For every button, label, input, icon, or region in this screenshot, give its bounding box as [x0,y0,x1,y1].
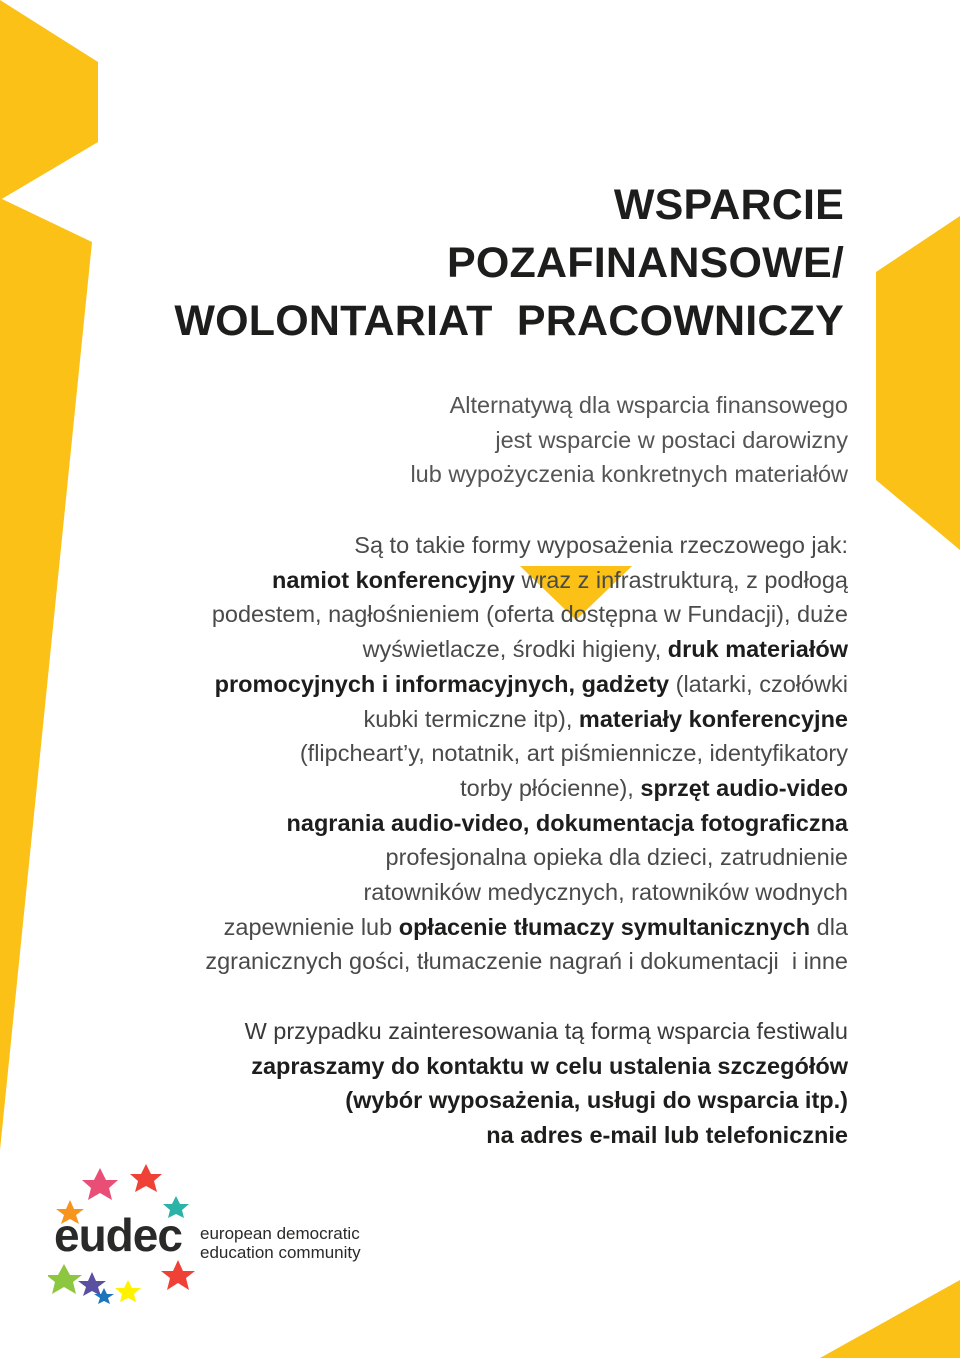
forms-text: torby płócienne), [460,774,641,801]
contact-line-2 [68,1049,848,1084]
contact-paragraph [68,1014,848,1153]
forms-line-7 [68,736,848,771]
forms-line-11 [68,875,848,910]
bottom-right-yellow-shape [820,1280,960,1358]
forms-line-13 [68,944,848,979]
title-line-3: WOLONTARIAT PRACOWNICZY [174,297,844,345]
forms-bold: materiały konferencyjne [578,705,848,732]
forms-line-8 [68,771,848,806]
eudec-logo [48,1160,378,1310]
logo-tagline-line-2: education community [200,1243,361,1262]
right-yellow-shape [876,216,960,550]
intro-paragraph [68,388,848,492]
forms-text: ratowników medycznych, ratowników wodnych [363,879,848,906]
forms-text: (flipcheart’y, notatnik, art piśmiennicze, identyfikatory [299,740,848,767]
forms-bold: druk materiałów [667,636,848,663]
intro-line-3: lub wypożyczenia konkretnych materiałów [410,461,848,488]
intro-line-1: Alternatywą dla wsparcia finansowego [449,392,848,418]
contact-bold: na adres e-mail lub telefonicznie [486,1122,848,1149]
forms-bold: namiot konferencyjny [272,566,515,593]
forms-line-9 [68,806,848,841]
title-line-2: POZAFINANSOWE/ [447,239,844,287]
forms-line-6 [68,702,848,737]
contact-bold: (wybór wyposażenia, usługi do wsparcia itp.) [345,1087,848,1114]
forms-bold: opłacenie tłumaczy symultanicznych [398,913,811,940]
forms-line-1 [68,528,848,563]
forms-text: podestem, nagłośnieniem (oferta dostępna w Fundacji), duże [211,601,848,628]
forms-text: zapewnienie lub [223,913,399,940]
contact-line-1: W przypadku zainteresowania tą formą wsparcia festiwalu [244,1018,848,1044]
logo-wordmark: eudec [54,1209,182,1261]
contact-bold: zapraszamy do kontaktu w celu ustalenia szczegółów [251,1052,848,1079]
forms-line-5 [68,667,848,702]
support-forms-paragraph [68,528,848,979]
forms-text: (latarki, czołówki [669,670,848,697]
forms-bold: promocyjnych i informacyjnych, gadżety [214,670,670,697]
forms-text: wraz z infrastrukturą, z podłogą [514,566,848,593]
forms-text: wyświetlacze, środki higieny, [362,636,668,663]
forms-line-2 [68,563,848,598]
contact-line-3 [68,1083,848,1118]
forms-line-3 [68,597,848,632]
forms-bold: nagrania audio-video, dokumentacja fotograficzna [286,809,848,836]
forms-line-4 [68,632,848,667]
forms-text: profesjonalna opieka dla dzieci, zatrudnienie [385,844,848,871]
logo-tagline [200,1224,361,1262]
forms-line-10 [68,840,848,875]
page-title [84,176,844,350]
contact-line-4 [68,1118,848,1153]
title-line-1: WSPARCIE [613,181,844,229]
intro-line-2: jest wsparcie w postaci darowizny [495,426,848,453]
forms-text: Są to takie formy wyposażenia rzeczowego jak: [354,532,848,558]
forms-text: kubki termiczne itp), [363,705,579,732]
forms-text: dla [810,913,848,940]
forms-line-12 [68,910,848,945]
forms-bold: sprzęt audio-video [640,774,848,801]
logo-tagline-line-1: european democratic [200,1224,360,1243]
forms-text: zgranicznych gości, tłumaczenie nagrań i dokumentacji i inne [205,948,848,975]
